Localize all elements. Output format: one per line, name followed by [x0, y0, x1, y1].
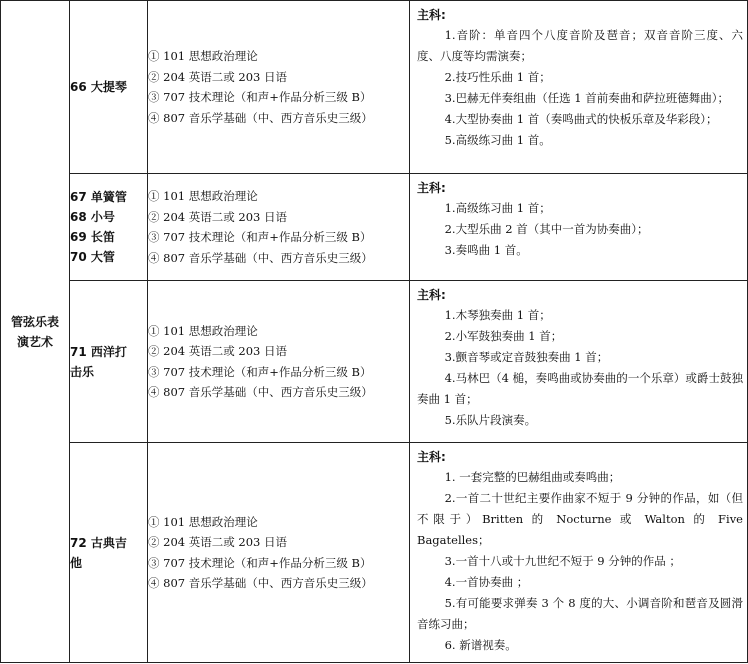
table-row — [1, 1, 748, 174]
requirement-item: 1.高级练习曲 1 首； — [444, 201, 551, 215]
requirement-item: 2.技巧性乐曲 1 首； — [444, 70, 551, 84]
exam-subjects-cell — [148, 281, 410, 443]
exam-subject: ② 204 英语二或 203 日语 — [148, 535, 288, 549]
exam-subject: ② 204 英语二或 203 日语 — [148, 69, 288, 84]
requirement-item: 2.小军鼓独奏曲 1 首； — [444, 329, 563, 343]
instrument-label: 72 古典吉 — [70, 535, 127, 550]
exam-subject: ① 101 思想政治理论 — [148, 189, 258, 203]
requirement-item: 4.马林巴（4 槌，奏鸣曲或协奏曲的一个乐章）或爵士鼓独奏曲 1 首； — [417, 371, 743, 406]
requirement-item: 3.巴赫无伴奏组曲（任选 1 首前奏曲和萨拉班德舞曲）； — [444, 91, 729, 105]
exam-subjects-cell — [148, 174, 410, 281]
requirement-item: 1. 一套完整的巴赫组曲或奏鸣曲； — [444, 470, 621, 484]
exam-subject: ③ 707 技术理论（和声+作品分析三级 B） — [148, 90, 372, 104]
requirement-item: 5.有可能要求弹奏 3 个 8 度的大、小调音阶和琶音及圆滑音练习曲； — [417, 596, 743, 631]
instrument-cell — [70, 174, 148, 281]
instrument-label: 69 长笛 — [70, 230, 115, 244]
instrument-label: 67 单簧管 — [70, 190, 127, 204]
exam-subject: ③ 707 技术理论（和声+作品分析三级 B） — [148, 364, 372, 379]
requirements-cell — [410, 281, 748, 443]
table-row — [1, 174, 748, 281]
requirements-cell — [410, 443, 748, 663]
requirements-heading: 主科: — [417, 8, 446, 22]
instrument-label: 68 小号 — [70, 210, 115, 224]
instrument-label: 击乐 — [70, 364, 95, 379]
exam-subject: ④ 807 音乐学基础（中、西方音乐史三级） — [148, 385, 373, 399]
instrument-cell — [70, 443, 148, 663]
exam-subject: ① 101 思想政治理论 — [148, 514, 258, 529]
exam-subject: ④ 807 音乐学基础（中、西方音乐史三级） — [148, 576, 373, 590]
table-row — [1, 281, 748, 443]
exam-subject: ① 101 思想政治理论 — [148, 323, 258, 338]
exam-subject: ② 204 英语二或 203 日语 — [148, 209, 288, 224]
requirement-item: 2.大型乐曲 2 首（其中一首为协奏曲）； — [444, 222, 649, 236]
exam-subject: ④ 807 音乐学基础（中、西方音乐史三级） — [148, 250, 373, 265]
exam-subject: ② 204 英语二或 203 日语 — [148, 344, 288, 358]
exam-subjects-cell — [148, 443, 410, 663]
instrument-label: 他 — [70, 555, 83, 570]
table-row — [1, 443, 748, 663]
requirement-item: 5.乐队片段演奏。 — [444, 413, 537, 427]
requirement-item: 3.一首十八或十九世纪不短于 9 分钟的作品 ； — [444, 554, 681, 568]
requirement-item: 3.奏鸣曲 1 首。 — [444, 243, 528, 257]
exam-subject: ③ 707 技术理论（和声+作品分析三级 B） — [148, 555, 372, 570]
requirements-heading: 主科: — [417, 288, 446, 302]
requirement-item: 4.一首协奏曲 ； — [444, 575, 529, 589]
instrument-label: 70 大管 — [70, 250, 115, 264]
requirement-item: 5.高级练习曲 1 首。 — [444, 133, 551, 147]
category-label-line-2: 演艺术 — [16, 334, 53, 349]
instrument-cell — [70, 1, 148, 174]
exam-subject: ③ 707 技术理论（和声+作品分析三级 B） — [148, 230, 372, 244]
category-cell — [1, 1, 70, 663]
category-label-line-1: 管弦乐表 — [10, 314, 59, 329]
exam-subject: ① 101 思想政治理论 — [148, 49, 258, 63]
requirement-item: 1.木琴独奏曲 1 首； — [444, 308, 551, 322]
requirements-cell — [410, 1, 748, 174]
requirements-heading: 主科: — [417, 450, 446, 464]
requirement-item: 2.一首二十世纪主要作曲家不短于 9 分钟的作品，如（但不限于）Britten 的 Nocturne 或 Walton 的 Five Bagatelles； — [417, 491, 743, 547]
exam-subject: ④ 807 音乐学基础（中、西方音乐史三级） — [148, 110, 373, 125]
requirement-item: 1.音阶：单音四个八度音阶及琶音；双音音阶三度、六度、八度等均需演奏； — [417, 28, 743, 63]
requirements-cell — [410, 174, 748, 281]
instrument-cell — [70, 281, 148, 443]
requirements-heading: 主科: — [417, 181, 446, 195]
exam-subjects-cell — [148, 1, 410, 174]
requirement-item: 3.颤音琴或定音鼓独奏曲 1 首； — [444, 350, 609, 364]
instrument-label: 71 西洋打 — [70, 344, 127, 359]
requirement-item: 6. 新谱视奏。 — [444, 638, 517, 652]
requirement-item: 4.大型协奏曲 1 首（奏鸣曲式的快板乐章及华彩段）； — [444, 112, 718, 126]
instrument-label: 66 大提琴 — [70, 80, 127, 94]
